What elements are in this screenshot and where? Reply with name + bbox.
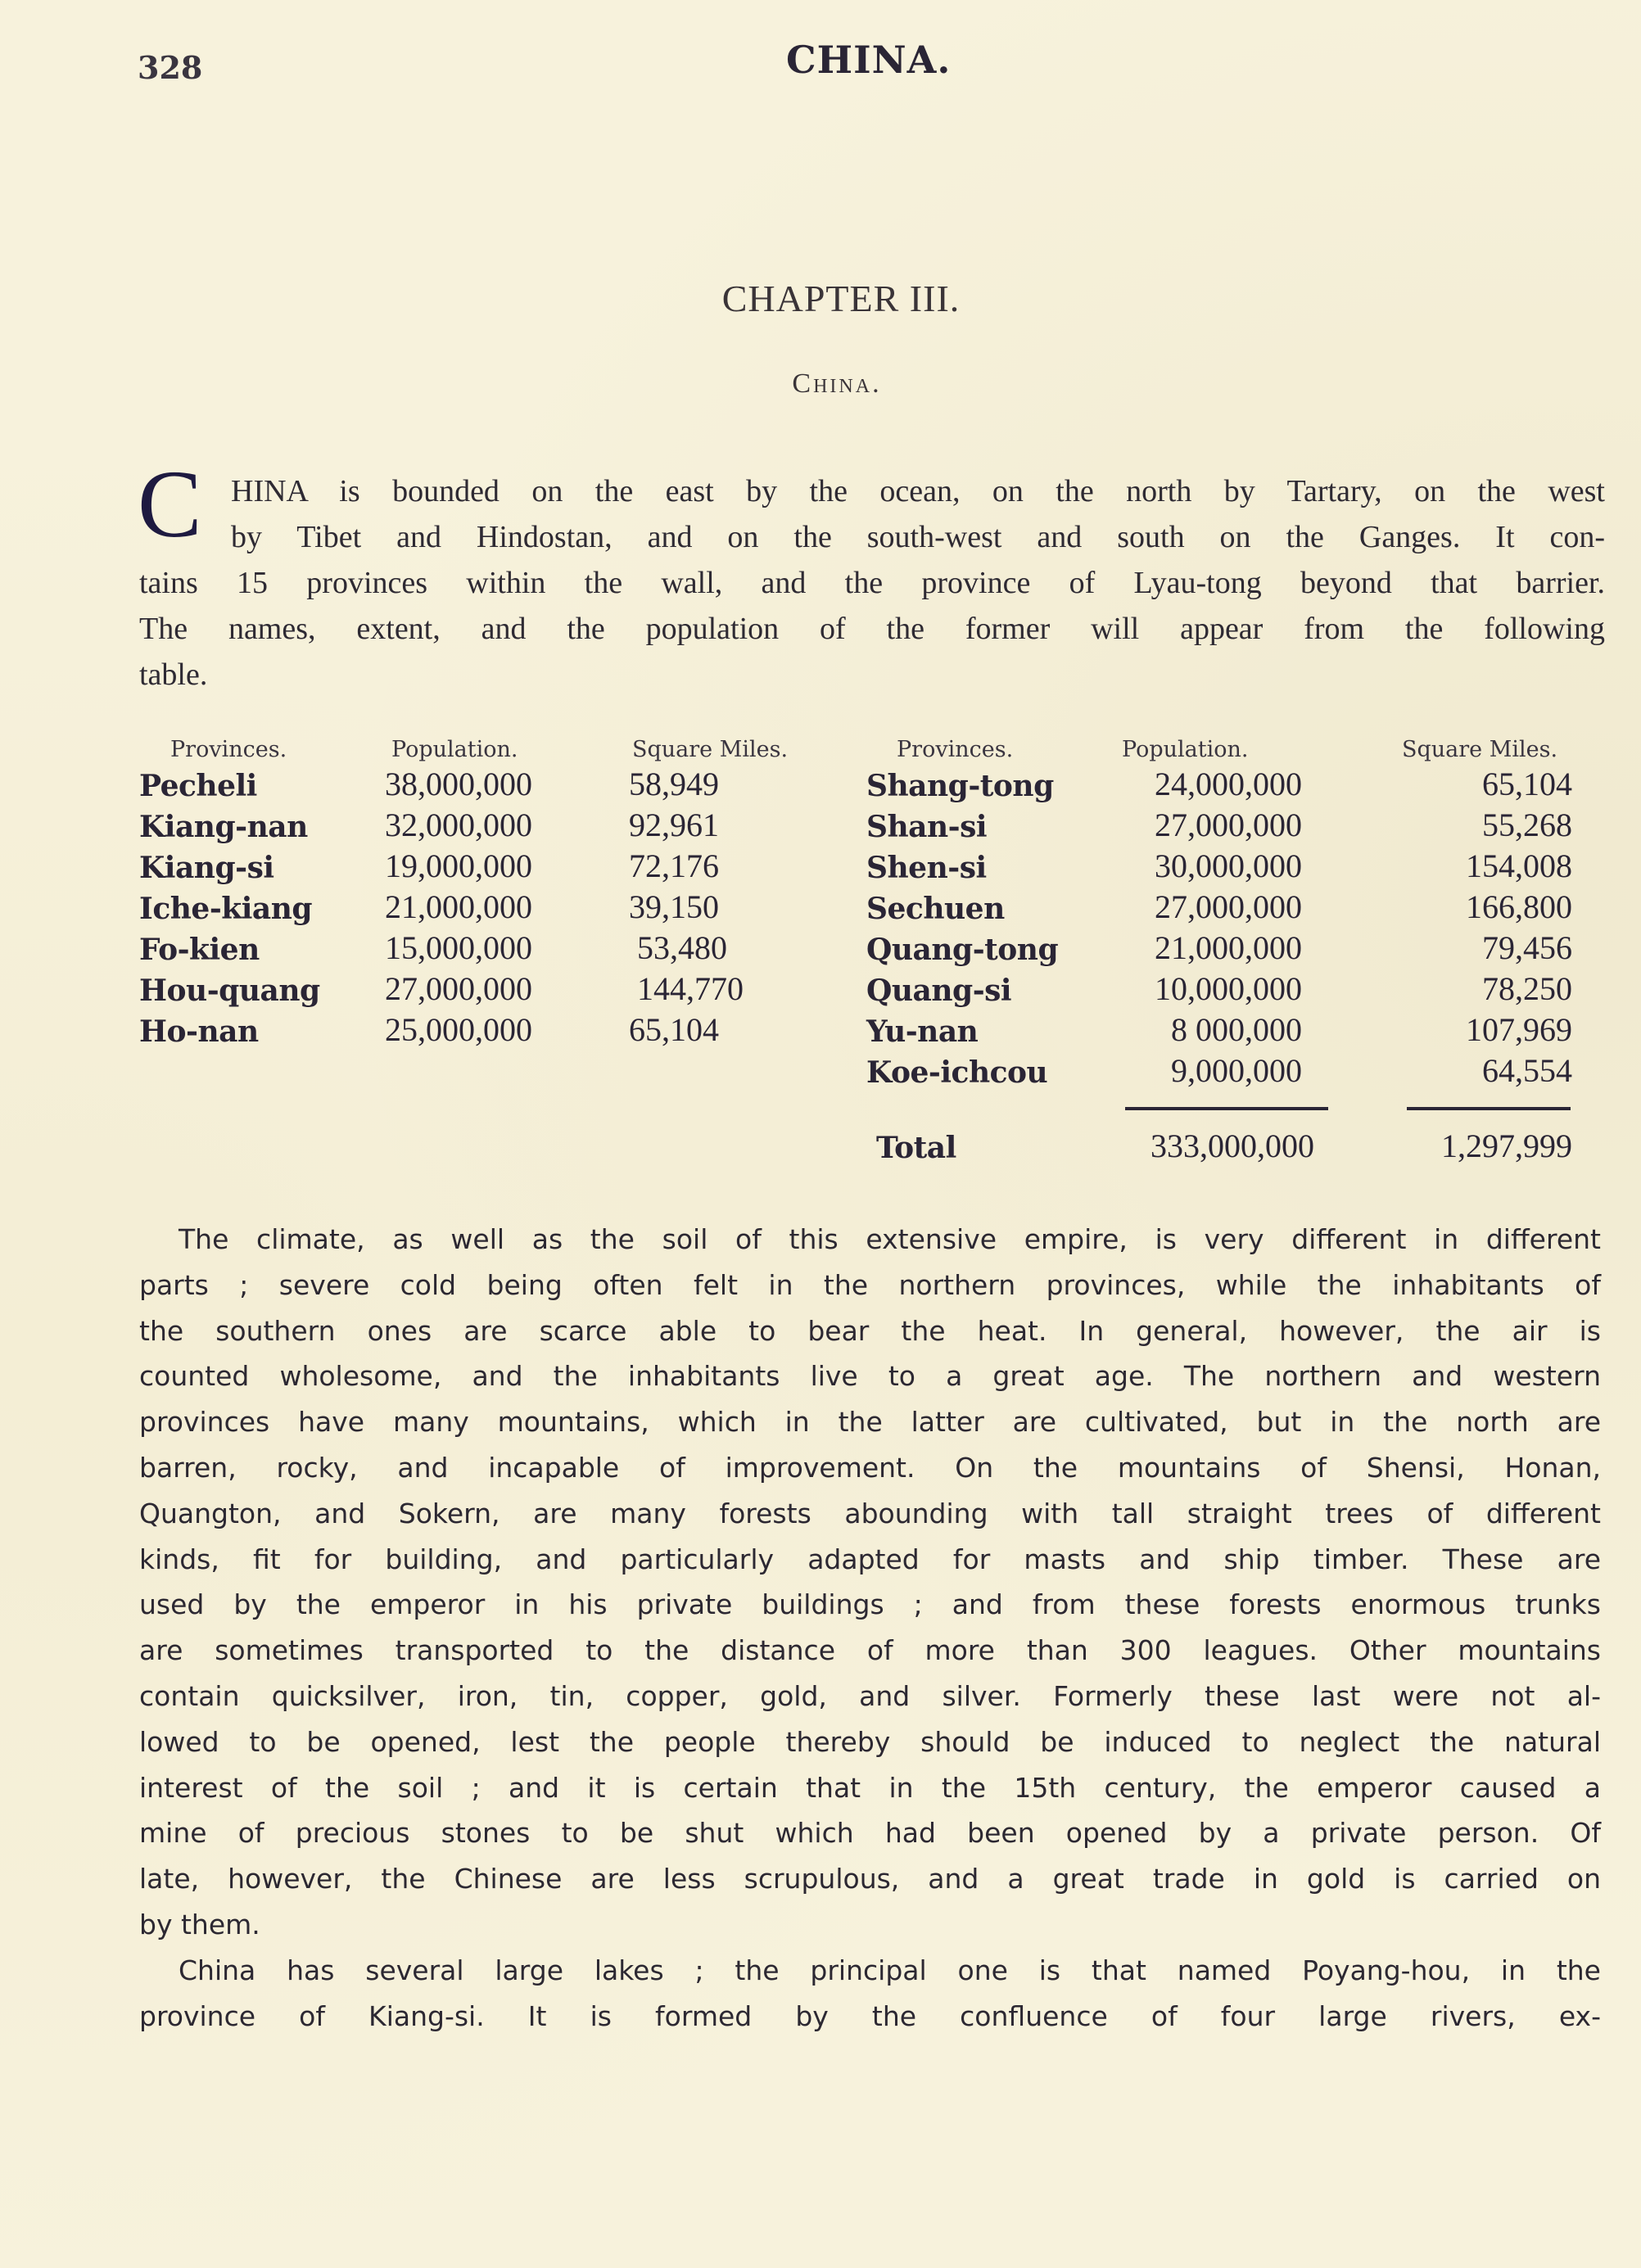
- table-cell-province: Pecheli: [139, 769, 257, 803]
- table-cell-square-miles: 55,268: [1482, 806, 1572, 843]
- table-cell-population: 15,000,000: [385, 929, 532, 966]
- body-text: [139, 1217, 1601, 2039]
- table-cell-population: 21,000,000: [385, 888, 532, 925]
- table-cell-province: Sechuen: [866, 892, 1005, 926]
- table-cell-square-miles: 65,104: [1482, 766, 1572, 802]
- table-cell-population: 21,000,000: [1155, 929, 1302, 966]
- table-cell-square-miles: 65,104: [629, 1011, 719, 1048]
- provinces-table: [131, 737, 1589, 1179]
- section-title: China.: [792, 368, 882, 399]
- table-cell-province: Shang-tong: [866, 769, 1054, 803]
- table-cell-population: 24,000,000: [1155, 766, 1302, 802]
- body-line: kinds, fit for building, and particularly adapted for masts and ship timber. These are: [139, 1543, 1601, 1575]
- right-header-square-miles: Square Miles.: [1402, 737, 1558, 762]
- table-cell-population: 30,000,000: [1155, 847, 1302, 884]
- total-rule-square-miles: [1407, 1107, 1571, 1110]
- left-header-square-miles: Square Miles.: [632, 737, 789, 762]
- intro-line: by Tibet and Hindostan, and on the south-west and south on the Ganges. It con-: [231, 520, 1605, 554]
- intro-paragraph: [139, 468, 1605, 698]
- table-cell-province: Fo-kien: [139, 933, 260, 967]
- table-cell-population: 10,000,000: [1155, 970, 1302, 1007]
- table-cell-square-miles: 144,770: [637, 970, 744, 1007]
- table-cell-province: Kiang-nan: [139, 810, 308, 844]
- table-cell-population: 32,000,000: [385, 806, 532, 843]
- table-cell-population: 27,000,000: [385, 970, 532, 1007]
- table-cell-province: Quang-si: [866, 974, 1012, 1008]
- table-cell-population: 8 000,000: [1171, 1011, 1302, 1048]
- intro-line: HINA is bounded on the east by the ocean, on the north by Tartary, on the west: [231, 474, 1605, 508]
- table-cell-population: 38,000,000: [385, 766, 532, 802]
- table-cell-square-miles: 92,961: [629, 806, 719, 843]
- total-label: Total: [876, 1131, 956, 1165]
- table-cell-province: Quang-tong: [866, 933, 1059, 967]
- body-line: provinces have many mountains, which in the latter are cultivated, but in the north are: [139, 1406, 1601, 1439]
- body-line: The climate, as well as the soil of this extensive empire, is very different in different: [179, 1223, 1601, 1255]
- body-line: used by the emperor in his private buildings ; and from these forests enormous trunks: [139, 1588, 1601, 1621]
- body-line: parts ; severe cold being often felt in the northern provinces, while the inhabitants of: [139, 1268, 1601, 1301]
- table-cell-province: Koe-ichcou: [866, 1055, 1048, 1090]
- total-population: 333,000,000: [1151, 1127, 1314, 1164]
- intro-line: table.: [139, 657, 208, 692]
- left-header-population: Population.: [391, 737, 518, 762]
- left-header-provinces: Provinces.: [170, 737, 287, 762]
- running-title: CHINA.: [786, 38, 952, 82]
- table-cell-population: 27,000,000: [1155, 806, 1302, 843]
- page-number: 328: [138, 49, 203, 86]
- body-line: province of Kiang-si. It is formed by the confluence of four large rivers, ex-: [139, 1999, 1601, 2032]
- body-line: are sometimes transported to the distance of more than 300 leagues. Other mountains: [139, 1634, 1601, 1667]
- body-line: by them.: [139, 1908, 260, 1940]
- body-line: mine of precious stones to be shut which had been opened by a private person. Of: [139, 1817, 1601, 1850]
- body-line: counted wholesome, and the inhabitants live to a great age. The northern and western: [139, 1360, 1601, 1393]
- table-cell-population: 27,000,000: [1155, 888, 1302, 925]
- drop-cap: C: [138, 450, 202, 558]
- table-cell-square-miles: 64,554: [1482, 1052, 1572, 1089]
- body-line: interest of the soil ; and it is certain that in the 15th century, the emperor caused a: [139, 1771, 1601, 1804]
- body-line: late, however, the Chinese are less scrupulous, and a great trade in gold is carried on: [139, 1863, 1601, 1895]
- table-cell-square-miles: 78,250: [1482, 970, 1572, 1007]
- table-cell-square-miles: 39,150: [629, 888, 719, 925]
- table-cell-square-miles: 166,800: [1466, 888, 1572, 925]
- table-cell-population: 19,000,000: [385, 847, 532, 884]
- table-cell-square-miles: 58,949: [629, 766, 719, 802]
- right-header-provinces: Provinces.: [897, 737, 1014, 762]
- table-cell-province: Hou-quang: [139, 974, 320, 1008]
- body-line: contain quicksilver, iron, tin, copper, gold, and silver. Formerly these last were not al-: [139, 1679, 1601, 1712]
- body-line: Quangton, and Sokern, are many forests abounding with tall straight trees of different: [139, 1497, 1601, 1529]
- table-cell-square-miles: 79,456: [1482, 929, 1572, 966]
- table-cell-square-miles: 107,969: [1466, 1011, 1572, 1048]
- body-line: the southern ones are scarce able to bear the heat. In general, however, the air is: [139, 1314, 1601, 1347]
- table-cell-province: Shan-si: [866, 810, 988, 844]
- body-line: barren, rocky, and incapable of improvement. On the mountains of Shensi, Honan,: [139, 1451, 1601, 1484]
- table-cell-province: Shen-si: [866, 851, 987, 885]
- intro-line: The names, extent, and the population of the former will appear from the following: [139, 612, 1605, 646]
- chapter-title: CHAPTER III.: [721, 278, 961, 319]
- table-cell-province: Kiang-si: [139, 851, 274, 885]
- body-line: China has several large lakes ; the principal one is that named Poyang-hou, in the: [179, 1954, 1601, 1986]
- table-cell-square-miles: 72,176: [629, 847, 719, 884]
- table-cell-population: 9,000,000: [1171, 1052, 1302, 1089]
- right-header-population: Population.: [1122, 737, 1249, 762]
- total-rule-population: [1125, 1107, 1328, 1110]
- table-cell-population: 25,000,000: [385, 1011, 532, 1048]
- running-head: [0, 34, 1641, 92]
- table-cell-province: Yu-nan: [866, 1014, 979, 1049]
- table-cell-province: Ho-nan: [139, 1014, 259, 1049]
- table-cell-province: Iche-kiang: [139, 892, 313, 926]
- total-square-miles: 1,297,999: [1441, 1127, 1572, 1164]
- body-line: lowed to be opened, lest the people thereby should be induced to neglect the natural: [139, 1725, 1601, 1758]
- intro-line: tains 15 provinces within the wall, and the province of Lyau-tong beyond that barrier.: [139, 566, 1605, 600]
- table-cell-square-miles: 154,008: [1466, 847, 1572, 884]
- table-cell-square-miles: 53,480: [637, 929, 727, 966]
